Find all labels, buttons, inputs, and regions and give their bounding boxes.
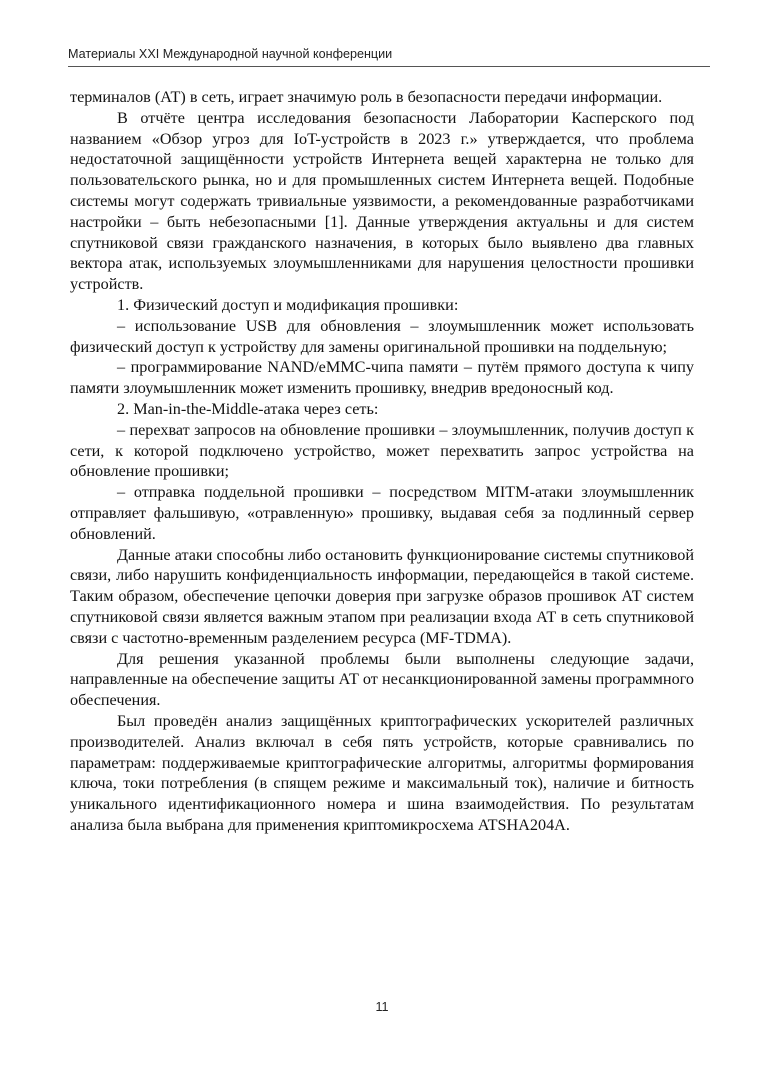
running-header: Материалы XXI Международной научной конференции: [68, 47, 393, 61]
list-item-usb: – использование USB для обновления – злоумышленник может использовать физический доступ к устройству для замены оригинальной прошивки на поддельную;: [70, 316, 694, 356]
body-text: [70, 87, 694, 836]
list-item-intercept: – перехват запросов на обновление прошивки – злоумышленник, получив доступ к сети, к которой подключено устройство, может перехватить запрос устройства на обновление прошивки;: [70, 420, 694, 481]
list-item-nand: – программирование NAND/eMMC-чипа памяти – путём прямого доступа к чипу памяти злоумышленник может изменить прошивку, внедрив вредоносный код.: [70, 358, 694, 398]
list-heading-mitm: 2. Man-in-the-Middle-атака через сеть:: [117, 399, 379, 418]
paragraph-tasks: Для решения указанной проблемы были выполнены следующие задачи, направленные на обеспечение защиты АТ от несанкционированной замены программного обеспечения.: [70, 649, 694, 710]
header-rule: [68, 66, 710, 67]
paragraph-analysis: Был проведён анализ защищённых криптографических ускорителей различных производителей. Анализ включал в себя пять устройств, которые сравнивались по параметрам: поддерживаемые криптографические алгоритмы, алгоритмы формирования ключа, токи потребления (в спящем режиме и максимальный ток), наличие и битность уникального идентификационного номера и шина взаимодействия. По результатам анализа была выбрана для применения криптомикросхема ATSHA204A.: [70, 711, 694, 834]
paragraph-kaspersky-report: В отчёте центра исследования безопасности Лаборатории Касперского под названием «Обзор угроз для IoT-устройств в 2023 г.» утверждается, что проблема недостаточной защищённости устройств Интернета вещей характерна не только для пользовательского рынка, но и для промышленных систем Интернета вещей. Подобные системы могут содержать тривиальные уязвимости, а рекомендованные разработчиками настройки – быть небезопасными [1]. Данные утверждения актуальны и для систем спутниковой связи гражданского назначения, в которых было выявлено два главных вектора атак, используемых злоумышленниками для нарушения целостности прошивки устройств.: [70, 108, 694, 294]
paragraph-consequences: Данные атаки способны либо остановить функционирование системы спутниковой связи, либо нарушить конфиденциальность информации, передающейся в такой системе. Таким образом, обеспечение цепочки доверия при загрузке образов прошивок АТ систем спутниковой связи является важным этапом при реализации входа АТ в сеть спутниковой связи с частотно-временным разделением ресурса (MF-TDMA).: [70, 545, 694, 647]
paragraph-continuation: терминалов (АТ) в сеть, играет значимую роль в безопасности передачи информации.: [70, 88, 663, 106]
page-number: 11: [375, 1000, 389, 1014]
list-heading-physical-access: 1. Физический доступ и модификация прошивки:: [117, 295, 459, 314]
list-item-fake-firmware: – отправка поддельной прошивки – посредством MITM-атаки злоумышленник отправляет фальшивую, «отравленную» прошивку, выдавая себя за подлинный сервер обновлений.: [70, 483, 694, 543]
